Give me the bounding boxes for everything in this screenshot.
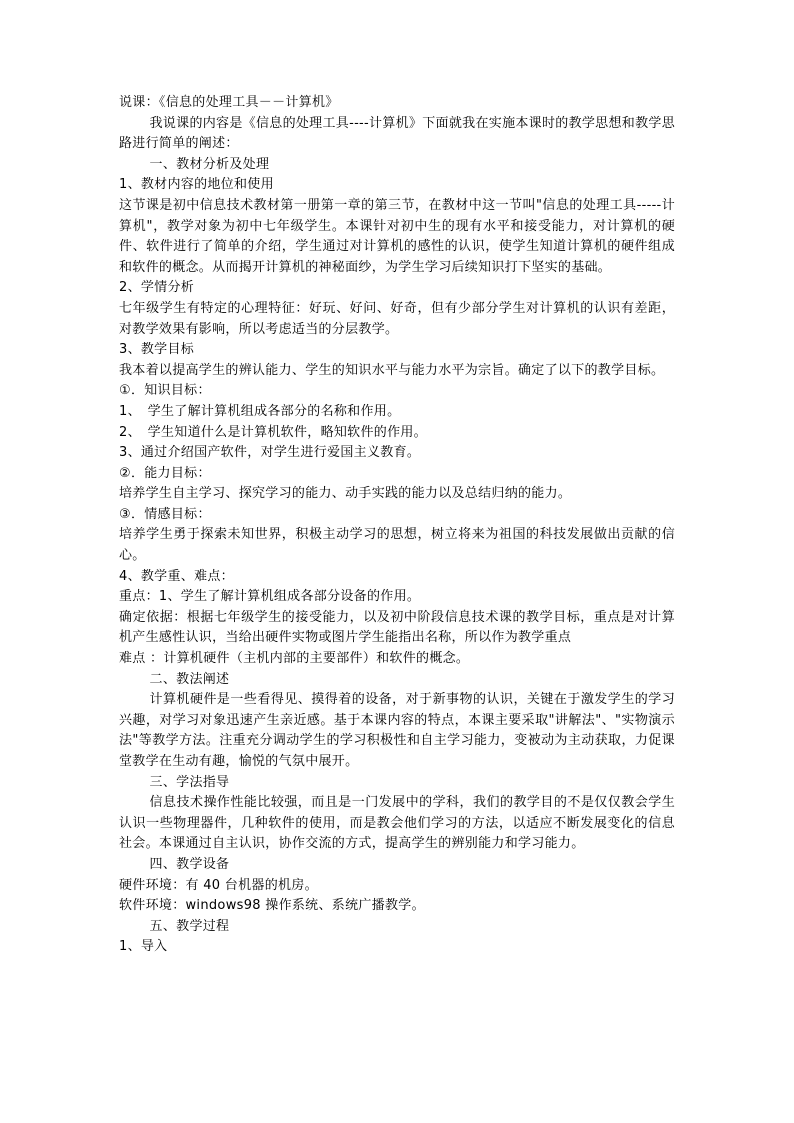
- objective-title-emotion: ③．情感目标：: [119, 506, 211, 522]
- list-item: 1、 学生了解计算机组成各部分的名称和作用。: [119, 403, 401, 419]
- paragraph: 我本着以提高学生的辨认能力、学生的知识水平与能力水平为宗旨。确定了以下的教学目标。: [119, 362, 665, 378]
- subsection-title: 2、学情分析: [119, 280, 195, 296]
- software-environment: 软件环境：windows98 操作系统、系统广播教学。: [119, 898, 425, 914]
- objective-title-ability: ②．能力目标：: [119, 465, 211, 481]
- hardware-environment: 硬件环境：有 40 台机器的机房。: [119, 877, 318, 893]
- paragraph: 信息技术操作性能比较强，而且是一门发展中的学科，我们的教学目的不是仅仅教会学生认识一些物理器件，几种软件的使用，而是教会他们学习的方法，以适应不断发展变化的信息社会。本课通过自主认识，协作交流的方式，提高学生的辨别能力和学习能力。: [119, 795, 675, 852]
- section-heading-4: 四、教学设备: [149, 856, 230, 872]
- section-heading-1: 一、教材分析及处理: [149, 156, 270, 172]
- paragraph: 这节课是初中信息技术教材第一册第一章的第三节，在教材中这一节叫"信息的处理工具-----计算机"，教学对象为初中七年级学生。本课针对初中生的现有水平和接受能力，对计算机的硬件、软件进行了简单的介绍，学生通过对计算机的感性的认识，使学生知道计算机的硬件组成和软件的概念。从而揭开计算机的神秘面纱，为学生学习后续知识打下坚实的基础。: [119, 197, 675, 275]
- paragraph: 培养学生勇于探索未知世界，积极主动学习的思想，树立将来为祖国的科技发展做出贡献的信心。: [119, 527, 675, 564]
- document-title: 说课：《信息的处理工具－－计算机》: [119, 95, 339, 110]
- paragraph: 七年级学生有特定的心理特征：好玩、好问、好奇，但有少部分学生对计算机的认识有差距，对教学效果有影响，所以考虑适当的分层教学。: [119, 300, 675, 337]
- paragraph: 培养学生自主学习、探究学习的能力、动手实践的能力以及总结归纳的能力。: [119, 486, 572, 502]
- list-item: 2、 学生知道什么是计算机软件，略知软件的作用。: [119, 424, 427, 440]
- difficulty-point: 难点 ：计算机硬件（主机内部的主要部件）和软件的概念。: [119, 651, 470, 667]
- paragraph: 计算机硬件是一些看得见、摸得着的设备，对于新事物的认识，关键在于激发学生的学习兴趣，对学习对象迅速产生亲近感。基于本课内容的特点，本课主要采取"讲解法"、"实物演示法"等教学方法。注重充分调动学生的学习积极性和自主学习能力，变被动为主动获取，力促课堂教学在生动有趣，愉悦的气氛中展开。: [119, 692, 675, 769]
- document-page: [119, 93, 675, 958]
- subsection-title: 1、导入: [119, 939, 168, 955]
- intro-paragraph: 我说课的内容是《信息的处理工具----计算机》下面就我在实施本课时的教学思想和教学思路进行简单的阐述：: [119, 115, 675, 152]
- subsection-title: 1、教材内容的地位和使用: [119, 177, 274, 193]
- subsection-title: 3、教学目标: [119, 342, 195, 358]
- subsection-title: 4、教学重、难点：: [119, 568, 234, 584]
- key-point: 重点：1、学生了解计算机组成各部分设备的作用。: [119, 589, 421, 605]
- objective-title-knowledge: ①．知识目标：: [119, 383, 211, 399]
- section-heading-5: 五、教学过程: [149, 918, 230, 934]
- section-heading-2: 二、教法阐述: [149, 671, 230, 687]
- list-item: 3、通过介绍国产软件，对学生进行爱国主义教育。: [119, 445, 421, 461]
- section-heading-3: 三、学法指导: [149, 774, 230, 790]
- basis-paragraph: 确定依据：根据七年级学生的接受能力，以及初中阶段信息技术课的教学目标，重点是对计算机产生感性认识，当给出硬件实物或图片学生能指出名称，所以作为教学重点: [119, 609, 675, 646]
